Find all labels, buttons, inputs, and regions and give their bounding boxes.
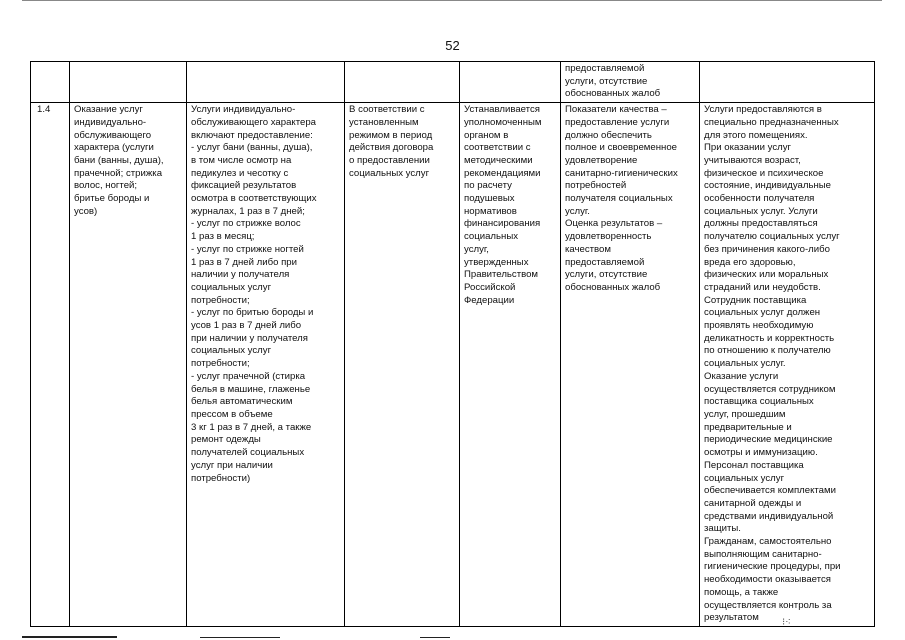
scan-bottom-line-right xyxy=(420,637,450,638)
cell-content xyxy=(187,62,345,103)
scan-bottom-line-mid xyxy=(200,637,280,638)
cell-content: Услуги индивидуально- обслуживающего характера включают предоставление: - услуг бани (ванны, душа), в том числе осмотр на педикулез и чесотку с фиксацией результатов осмотра в соответствующих журналах, 1 раз в 7 дней; - услуг по стрижке волос 1 раз в месяц; - услуг по стрижке ногтей 1 раз в 7 дней либо при наличии у получателя социальных услуг потребности; - услуг по бритью бороды и усов 1 раз в 7 дней либо при наличии у получателя социальных услуг потребности; - услуг прачечной (стирка белья в машине, глаженье белья автоматическим прессом в объеме 3 кг 1 раз в 7 дней, а также ремонт одежды получателей социальных услуг при наличии потребности) xyxy=(187,103,345,627)
scan-top-line xyxy=(22,0,882,1)
cell-conditions: Услуги предоставляются в специально предназначенных для этого помещениях. При оказании услуг учитываются возраст, физическое и психическое состояние, индивидуальные особенности получателя социальных услуг. Услуги должны предоставляться получателю социальных услуг без причинения какого-либо вреда его здоровью, физических или моральных страданий или неудобств. Сотрудник поставщика социальных услуг должен проявлять необходимую деликатность и корректность по отношению к получателю социальных услуг. Оказание услуги осуществляется сотрудником поставщика социальных услуг, прошедшим предварительные и периодические медицинские осмотры и иммунизацию. Персонал поставщика социальных услуг обеспечивается комплектами санитарной одежды и средствами индивидуальной защиты. Гражданам, самостоятельно выполняющим санитарно- гигиенические процедуры, при необходимости оказывается помощь, а также осуществляется контроль за результатом xyxy=(700,103,875,627)
cell-terms xyxy=(345,62,460,103)
cell-conditions xyxy=(700,62,875,103)
cell-name: Оказание услуг индивидуально- обслуживающего характера (услуги бани (ванны, душа), прачечной; стрижка волос, ногтей; бритье бороды и усов) xyxy=(70,103,187,627)
cell-num xyxy=(31,62,70,103)
cell-norm xyxy=(460,62,561,103)
cell-name xyxy=(70,62,187,103)
page-number: 52 xyxy=(445,38,460,53)
cell-quality: предоставляемой услуги, отсутствие обоснованных жалоб xyxy=(561,62,700,103)
scan-specks-mark: ⁝⁖ xyxy=(782,617,792,628)
scan-bottom-line-left xyxy=(22,636,117,638)
table-row xyxy=(31,103,875,627)
cell-norm: Устанавливается уполномоченным органом в соответствии с методическими рекомендациями по расчету подушевых нормативов финансирования социальных услуг, утвержденных Правительством Российской Федерации xyxy=(460,103,561,627)
continuation-row xyxy=(31,62,875,103)
cell-quality: Показатели качества – предоставление услуги должно обеспечить полное и своевременное удовлетворение санитарно-гигиенических потребностей получателя социальных услуг. Оценка результатов – удовлетворенность качеством предоставляемой услуги, отсутствие обоснованных жалоб xyxy=(561,103,700,627)
cell-terms: В соответствии с установленным режимом в период действия договора о предоставлении социальных услуг xyxy=(345,103,460,627)
cell-num: 1.4 xyxy=(31,103,70,627)
services-table xyxy=(30,61,875,627)
